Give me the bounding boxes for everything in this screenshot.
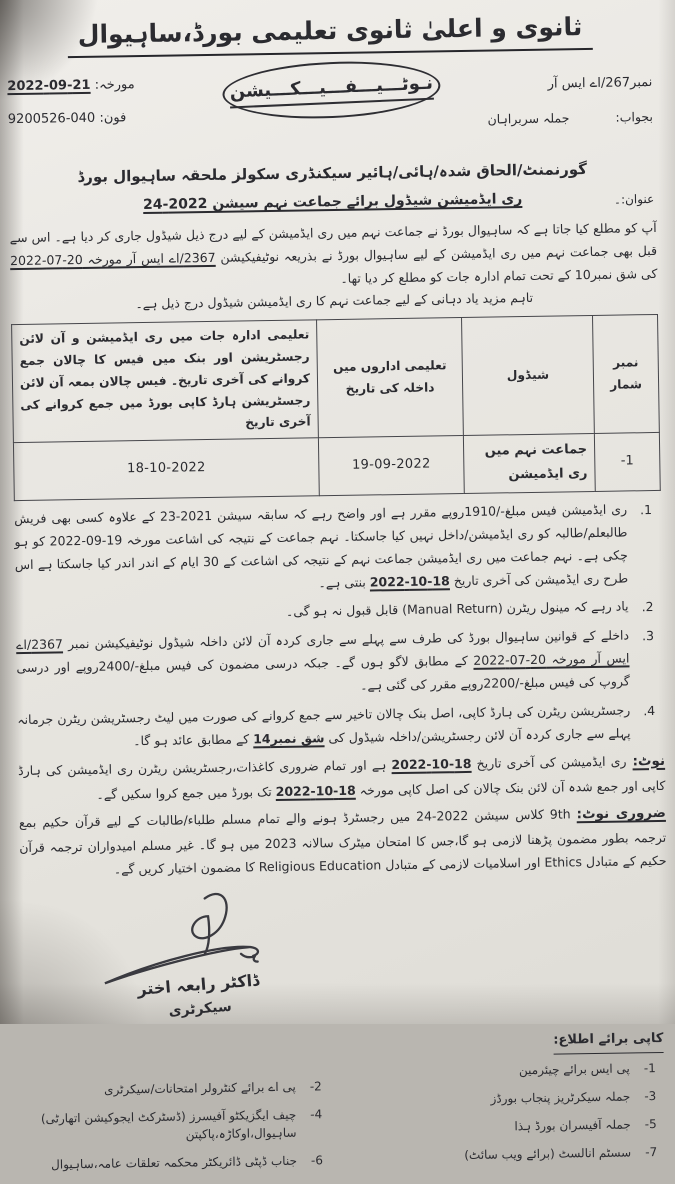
- cc-text: پی اے برائے کنٹرولر امتحانات/سیکرٹری: [103, 1079, 296, 1097]
- cc-number: 6-: [310, 1153, 324, 1168]
- phone-label: فون:: [99, 109, 127, 126]
- signature-block: [76, 879, 316, 1032]
- cc-item: [342, 1115, 671, 1138]
- cc-text: جملہ سیکرٹریز پنجاب بورڈز: [490, 1089, 631, 1106]
- point-number: 2.: [641, 599, 654, 615]
- point-text: یاد رہے کہ مینول ریٹرن (Manual Return) قابل قبول نہ ہو گی۔: [285, 598, 629, 619]
- cc-left-column: [23, 1064, 337, 1184]
- cell-serial-no: 1-: [594, 433, 660, 491]
- important-note-text: 9th کلاس سیشن 2022-24 میں رجسٹرڈ ہونے والے تمام مسلم طلباء/طالبات کے لیے قرآن حکیم بمع ترجمہ بطور مضمون پڑھنا لازمی ہو گا،جس کا امتحان میٹرک سالانہ 2023 میں ہو گا۔ غیر مسلم امیدواران ترجمہ قرآن حکیم کے متبادل Ethics اور اسلامیات لازمی کے متبادل Religious Education کا مضمون اختیار کریں گے۔: [18, 806, 667, 877]
- phone-value: 040-9200526: [7, 110, 96, 127]
- readmission-schedule-table: [11, 314, 661, 501]
- cc-text: سسٹم انالسٹ (برائے ویب سائٹ): [464, 1145, 632, 1163]
- list-item: [15, 594, 662, 628]
- header-serial-no: نمبر شمار: [593, 314, 660, 434]
- cc-number: 4-: [310, 1107, 323, 1122]
- header-admission-date: تعلیمی اداروں میں داخلہ کی تاریخ: [317, 317, 464, 438]
- reply-to: جملہ سربراہان: [487, 109, 570, 127]
- subject-label: عنوان:۔: [613, 192, 655, 207]
- cc-section: [22, 1026, 671, 1184]
- cc-item: [342, 1087, 671, 1110]
- signatory-name: ڈاکٹر رابعہ اختر: [136, 970, 260, 999]
- reference-number: نمبر267/اے ایس آر: [547, 74, 653, 92]
- reply-label: بجواب:: [615, 108, 653, 125]
- signatory-title: سیکرٹری: [168, 998, 233, 1020]
- intro-tail-line: تاہم مزید یاد دہانی کے لیے جماعت نہم کا ری ایڈمیشن شیڈول درج ذیل ہے۔: [135, 289, 534, 311]
- cc-item: [24, 1151, 337, 1174]
- point-text: ری ایڈمیشن فیس مبلغ-/1910روپے مقرر ہے اور واضح رہے کہ سابقہ سیشن 2021-23 کے علاوہ کسی بھی فریش طالبعلم/طالبہ کو ری ایڈمیشن/داخل نہیں کیا جاسکتا۔ نہم جماعت کے نتیجہ کی اشاعت مورخہ 19-09-2022 کو ہو چکی ہے۔ نہم جماعت میں ری ایڈمیشن جماعت نہم کے نتیجہ کی اشاعت کے 30 ایام کے اندر اندر کیا جاسکتا ہے اس طرح ری ایڈمیشن کی آخری تاریخ 18-10-2022 بنتی ہے۔: [14, 500, 629, 591]
- cc-number: 3-: [644, 1089, 657, 1104]
- notification-stamp-oval: [221, 57, 441, 122]
- subject-text: ری ایڈمیشن شیڈول برائے جماعت نہم سیشن 2022-24: [143, 191, 523, 214]
- cc-text: پی ایس برائے چیئرمین: [518, 1061, 630, 1078]
- note-paragraph: [18, 749, 666, 807]
- cell-last-date: 18-10-2022: [13, 438, 319, 500]
- cc-columns: [23, 1059, 672, 1184]
- note-label: نوٹ:: [632, 752, 666, 770]
- cell-schedule: جماعت نہم میں ری ایڈمیشن: [463, 434, 595, 493]
- reference-area: [7, 56, 655, 162]
- cc-number: 1-: [643, 1061, 656, 1076]
- intro-paragraph: آپ کو مطلع کیا جاتا ہے کہ ساہیوال بورڈ نے جماعت نہم میں ری ایڈمیشن کے لیے درج ذیل شیڈول جاری کر دیا ہے۔ اس سے قبل بھی جماعت نہم میں ری ایڈمیشن کے لیے ساہیوال بورڈ نے بذریعہ نوٹیفیکیشن 2367/اے ایس آر مورخہ 20-07-2022 کی شق نمبر10 کے تحت تمام ادارہ جات کو مطلع کر دیا تھا۔: [9, 220, 658, 287]
- cc-heading: کاپی برائے اطلاع:: [553, 1027, 664, 1055]
- point-number: 3.: [641, 628, 655, 644]
- cc-item: [23, 1077, 336, 1100]
- board-title-wrap: [6, 7, 654, 59]
- important-note-paragraph: [19, 801, 667, 882]
- table-header-row: [12, 314, 660, 443]
- point-text: داخلے کے قوانین ساہیوال بورڈ کی طرف سے پہلے سے جاری کردہ آن لائن داخلہ شیڈول نوٹیفیکیشن نمبر 2367/اے ایس آر مورخہ 20-07-2022 کے مطابق لاگو ہوں گے۔ جبکہ درسی مضمون کی فیس مبلغ-/2400روپے اور درسی گروپ کی فیس مبلغ-/2200روپے مقرر کی گئی ہے۔: [15, 627, 630, 694]
- cc-right-column: [341, 1059, 671, 1179]
- cc-text: جناب ڈپٹی ڈائریکٹر محکمہ تعلقات عامہ،ساہیوال: [50, 1153, 298, 1172]
- header-schedule: شیڈول: [462, 315, 595, 436]
- notification-document: [6, 1, 669, 1172]
- cc-number: 5-: [644, 1117, 657, 1132]
- cc-text: چیف ایگزیکٹو آفیسرز (ڈسٹرکٹ ایجوکیشن اتھارٹی) ساہیوال،اوکاڑہ،پاکپتن: [40, 1107, 297, 1142]
- point-text: رجسٹریشن ریٹرن کی ہارڈ کاپی، اصل بنک چالان تاخیر سے جمع کروانے کی صورت میں لیٹ رجسٹریشن ریٹرن جرمانہ پہلے سے جاری کردہ آن لائن رجسٹریشن/داخلہ شیڈول کی شق نمبر14 کے مطابق عائد ہو گا۔: [17, 701, 631, 748]
- important-note-label: ضروری نوٹ:: [576, 804, 666, 823]
- cc-item: [23, 1105, 336, 1146]
- point-number: 4.: [643, 702, 656, 718]
- cc-number: 2-: [309, 1079, 322, 1094]
- reply-row: [487, 104, 653, 130]
- issue-date-row: [7, 73, 135, 99]
- notification-stamp-text: نـوٹـــیـــفـــیـــکـــیشن: [229, 71, 433, 107]
- cc-number: 7-: [645, 1145, 658, 1160]
- table-row: [13, 433, 660, 500]
- cc-text: جملہ آفیسران بورڈ ہذا: [514, 1117, 631, 1134]
- date-phone-block: [7, 73, 135, 141]
- list-item: [14, 496, 662, 599]
- cc-item: [343, 1143, 672, 1166]
- list-item: [17, 697, 665, 753]
- conditions-list: [14, 496, 665, 753]
- addressee-line: گورنمنٹ/الحاق شدہ/ہائی/ہائیر سیکنڈری سکولز ملحقہ ساہیوال بورڈ: [77, 159, 588, 186]
- phone-row: [8, 106, 136, 132]
- cc-item: [341, 1059, 670, 1082]
- cell-admission-date: 19-09-2022: [318, 436, 464, 495]
- date-label: مورخہ:: [94, 76, 135, 93]
- list-item: [16, 623, 664, 703]
- header-last-date: تعلیمی ادارہ جات میں ری ایڈمیشن و آن لائن رجسٹریشن اور بنک میں فیس کا چالان جمع کروانے کی آخری تاریخ۔ فیس چالان بمعہ آن لائن رجسٹریشن ہارڈ کاپی بورڈ میں جمع کروانے کی آخری تاریخ: [12, 319, 319, 443]
- point-number: 1.: [639, 501, 653, 517]
- date-value: 21-09-2022: [7, 77, 91, 94]
- board-title: ثانوی و اعلیٰ ثانوی تعلیمی بورڈ،ساہیوال: [67, 8, 592, 58]
- note-text: ری ایڈمیشن کی آخری تاریخ 18-10-2022 ہے اور تمام ضروری کاغذات،رجسٹریشن ریٹرن ری ایڈمیشن کی ہارڈ کاپی اور جمع شدہ آن لائن بنک چالان کی اصل کاپی مورخہ 18-10-2022 تک بورڈ میں جمع کروا سکیں گے۔: [17, 753, 666, 802]
